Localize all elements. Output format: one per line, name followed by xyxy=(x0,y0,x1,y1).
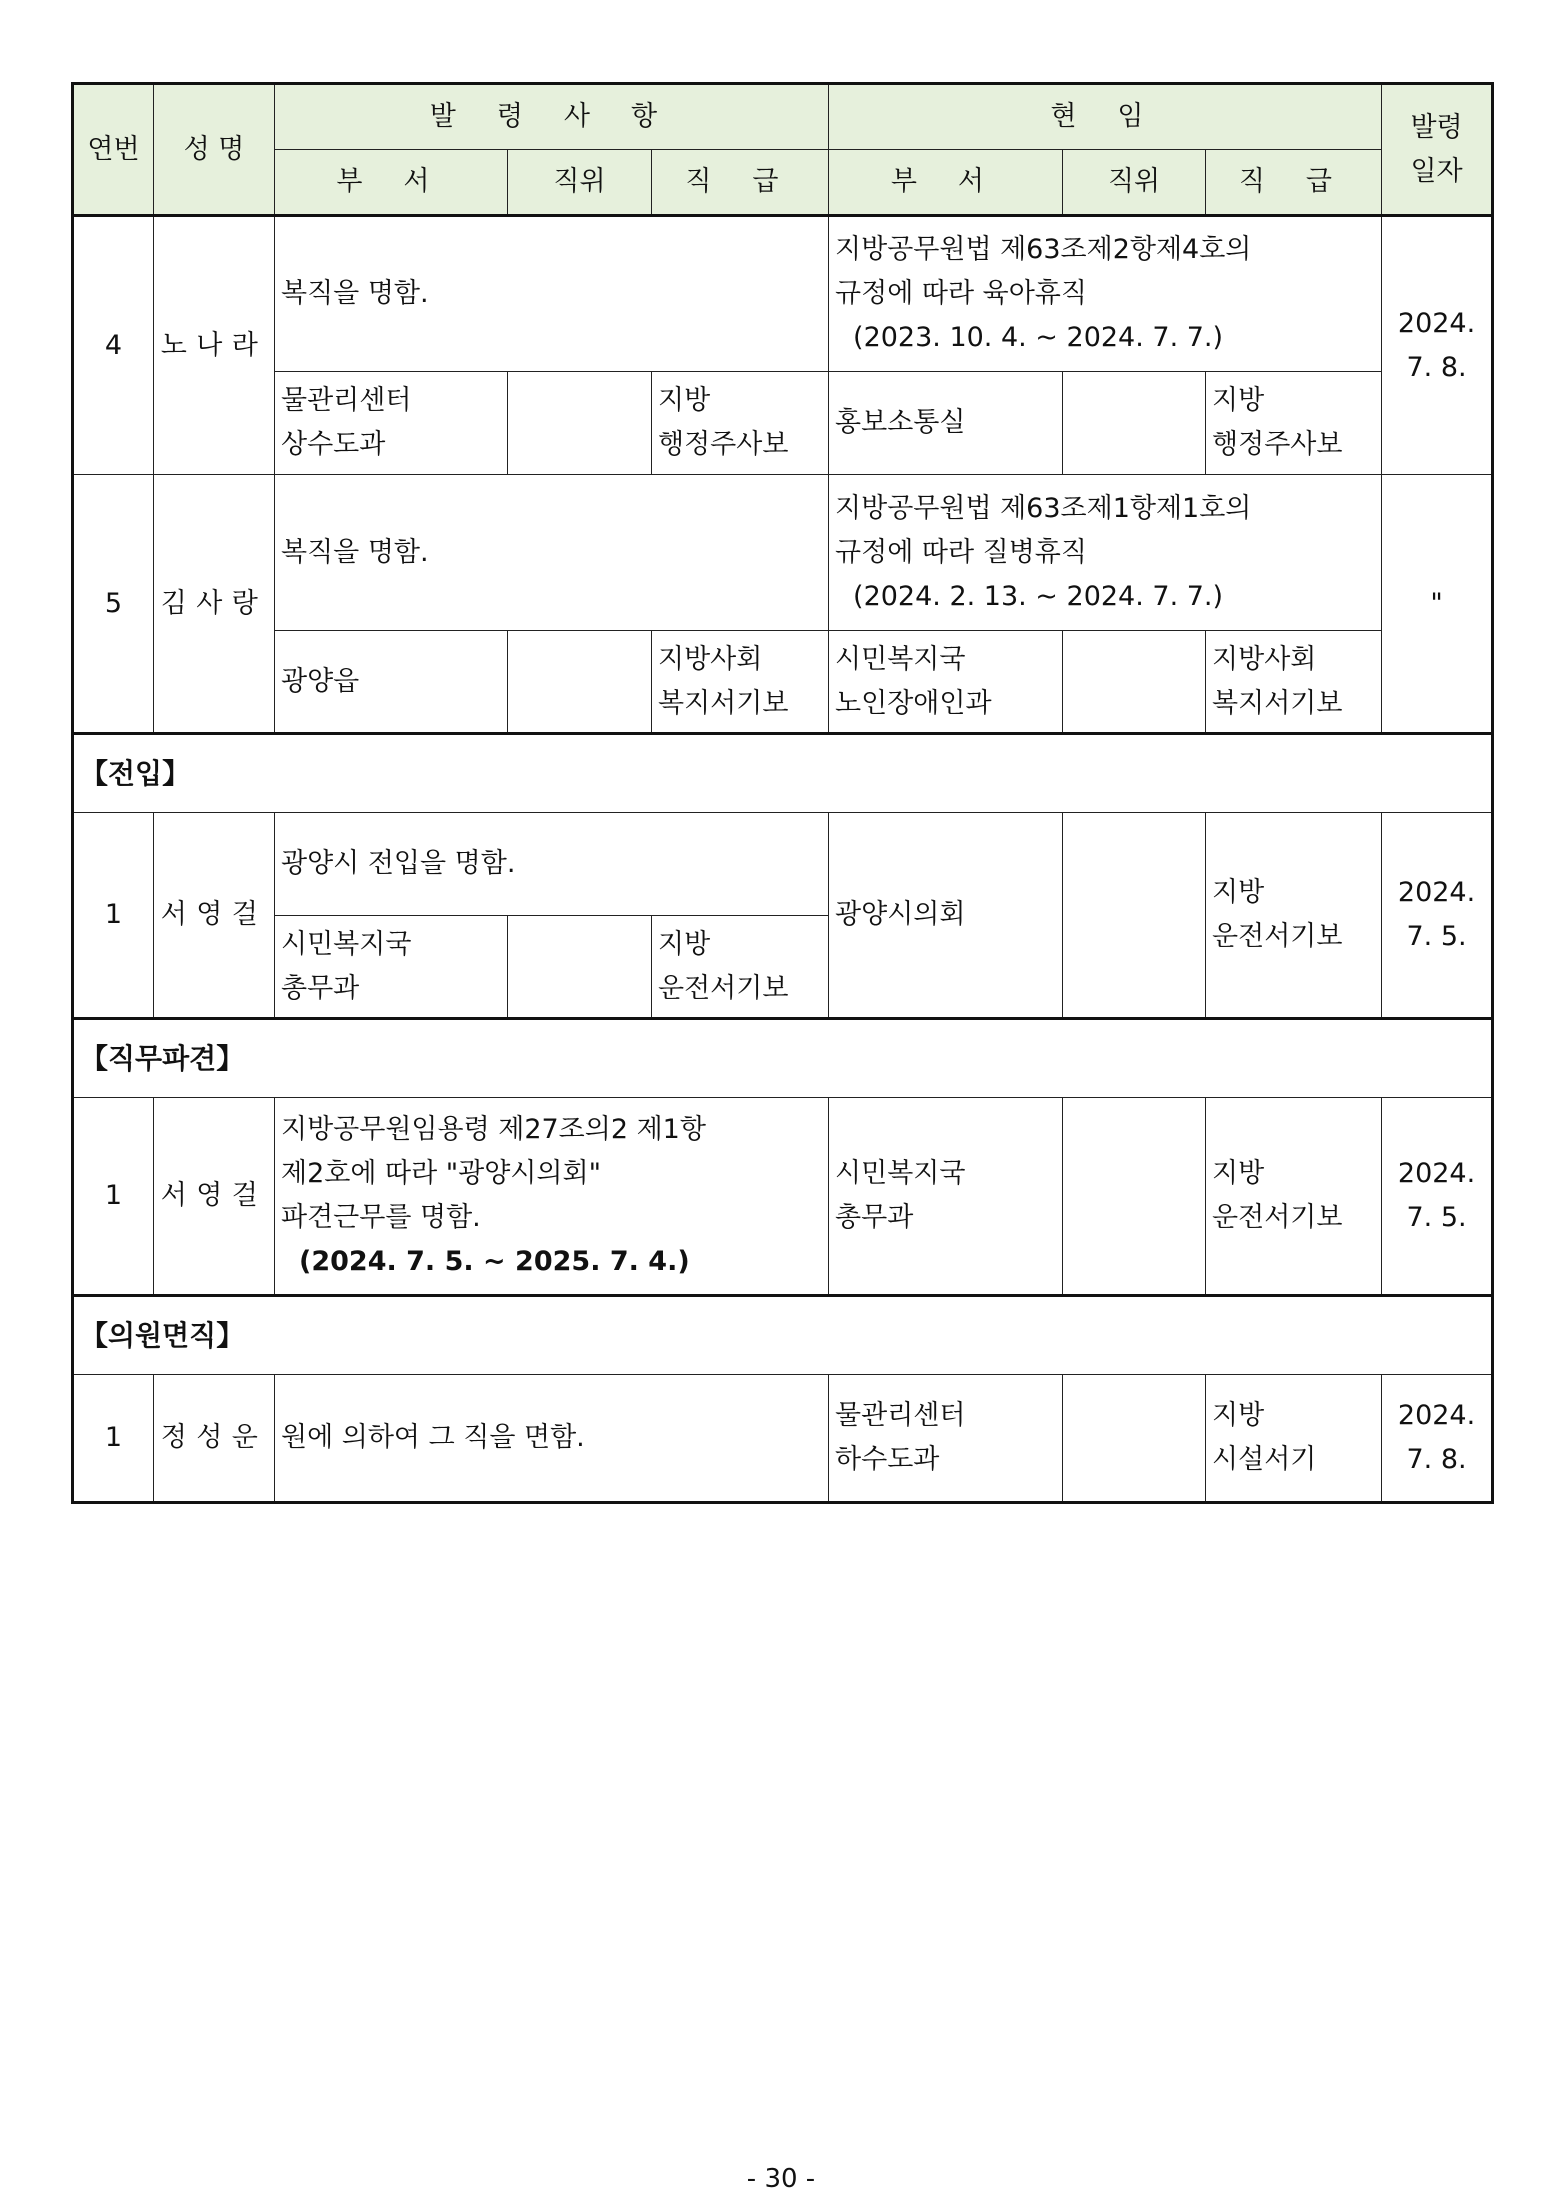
order-dept xyxy=(275,916,508,1019)
order-line: 파견근무를 명함. xyxy=(281,1202,481,1233)
row-seq: 1 xyxy=(73,1375,154,1503)
row-name: 정성운 xyxy=(154,1375,275,1503)
order-line: 제2호에 따라 "광양시의회" xyxy=(281,1158,602,1189)
current-grade xyxy=(1206,631,1382,734)
current-position xyxy=(1063,813,1206,1019)
row-name: 서영걸 xyxy=(154,813,275,1019)
header-order-date: 발령 일자 xyxy=(1382,84,1493,216)
current-position xyxy=(1063,1098,1206,1296)
row-seq: 1 xyxy=(73,1098,154,1296)
order-dept xyxy=(275,631,508,734)
grade-line: 지방 xyxy=(658,928,711,960)
dept-line: 총무과 xyxy=(281,972,360,1004)
row-seq: 5 xyxy=(73,475,154,734)
section-title-dispatch: 【직무파견】 xyxy=(73,1019,1493,1098)
section-title-transfer-in: 【전입】 xyxy=(73,734,1493,813)
header-order-dept: 부 서 xyxy=(275,150,508,216)
current-dept xyxy=(829,1098,1063,1296)
row-order-text: 원에 의하여 그 직을 면함. xyxy=(275,1375,829,1503)
grade-line: 지방 xyxy=(1212,1158,1265,1189)
current-grade xyxy=(1206,372,1382,475)
current-dept xyxy=(829,631,1063,734)
dept-line: 총무과 xyxy=(835,1202,914,1233)
dept-line: 홍보소통실 xyxy=(835,407,966,438)
note-period: (2023. 10. 4. ~ 2024. 7. 7.) xyxy=(853,322,1224,353)
header-current-dept: 부 서 xyxy=(829,150,1063,216)
row-order-text: 복직을 명함. xyxy=(275,475,829,631)
order-position xyxy=(508,916,652,1019)
grade-line: 행정주사보 xyxy=(1212,429,1343,460)
row-date: " xyxy=(1382,475,1493,734)
note-line: 지방공무원법 제63조제1항제1호의 xyxy=(835,492,1252,524)
dept-line: 시민복지국 xyxy=(835,643,966,675)
grade-line: 지방사회 xyxy=(1212,643,1317,675)
current-position xyxy=(1063,372,1206,475)
row-order-text xyxy=(275,1098,829,1296)
grade-line: 지방 xyxy=(1212,1400,1265,1431)
dept-line: 상수도과 xyxy=(281,429,386,460)
grade-line: 운전서기보 xyxy=(1212,921,1343,952)
row-date: 2024. 7. 5. xyxy=(1382,813,1493,1019)
order-position xyxy=(508,631,652,734)
row-name: 김사랑 xyxy=(154,475,275,734)
row-seq: 1 xyxy=(73,813,154,1019)
table-row xyxy=(73,1098,1493,1296)
order-grade xyxy=(652,631,829,734)
order-dept xyxy=(275,372,508,475)
header-order-position: 직위 xyxy=(508,150,652,216)
order-grade xyxy=(652,916,829,1019)
current-grade xyxy=(1206,1375,1382,1503)
dept-line: 광양읍 xyxy=(281,665,360,697)
row-date: 2024. 7. 8. xyxy=(1382,1375,1493,1503)
dept-line: 시민복지국 xyxy=(281,928,412,960)
grade-line: 복지서기보 xyxy=(1212,687,1343,719)
grade-line: 운전서기보 xyxy=(658,972,789,1004)
row-current-note xyxy=(829,216,1382,372)
grade-line: 지방 xyxy=(658,385,711,416)
header-seq: 연번 xyxy=(73,84,154,216)
current-dept xyxy=(829,1375,1063,1503)
page-number: - 30 - xyxy=(746,2164,816,2194)
grade-line: 운전서기보 xyxy=(1212,1202,1343,1233)
table-row xyxy=(73,372,1493,475)
grade-line: 복지서기보 xyxy=(658,687,789,719)
table-row xyxy=(73,475,1493,631)
table-row xyxy=(73,1375,1493,1503)
header-current-grade: 직 급 xyxy=(1206,150,1382,216)
order-period: (2024. 7. 5. ~ 2025. 7. 4.) xyxy=(299,1246,690,1277)
row-date: 2024. 7. 5. xyxy=(1382,1098,1493,1296)
order-line: 지방공무원임용령 제27조의2 제1항 xyxy=(281,1114,706,1145)
table-row xyxy=(73,216,1493,372)
grade-line: 지방 xyxy=(1212,385,1265,416)
table-row xyxy=(73,813,1493,916)
header-order-grade: 직 급 xyxy=(652,150,829,216)
grade-line: 지방 xyxy=(1212,877,1265,908)
current-dept xyxy=(829,372,1063,475)
current-grade xyxy=(1206,1098,1382,1296)
dept-line: 하수도과 xyxy=(835,1444,940,1475)
row-order-text: 광양시 전입을 명함. xyxy=(275,813,829,916)
section-title-dismissal: 【의원면직】 xyxy=(73,1296,1493,1375)
note-line: 지방공무원법 제63조제2항제4호의 xyxy=(835,234,1252,265)
current-dept xyxy=(829,813,1063,1019)
table-row xyxy=(73,631,1493,734)
row-order-text: 복직을 명함. xyxy=(275,216,829,372)
dept-line: 광양시의회 xyxy=(835,899,966,930)
dept-line: 물관리센터 xyxy=(281,385,412,416)
row-current-note xyxy=(829,475,1382,631)
note-line: 규정에 따라 질병휴직 xyxy=(835,536,1087,568)
dept-line: 물관리센터 xyxy=(835,1400,966,1431)
order-grade xyxy=(652,372,829,475)
grade-line: 시설서기 xyxy=(1212,1444,1317,1475)
row-name: 노나라 xyxy=(154,216,275,475)
note-period: (2024. 2. 13. ~ 2024. 7. 7.) xyxy=(853,580,1224,612)
note-line: 규정에 따라 육아휴직 xyxy=(835,278,1087,309)
dept-line: 시민복지국 xyxy=(835,1158,966,1189)
current-position xyxy=(1063,1375,1206,1503)
header-name: 성 명 xyxy=(154,84,275,216)
row-name: 서영걸 xyxy=(154,1098,275,1296)
header-current-position: 직위 xyxy=(1063,150,1206,216)
current-grade xyxy=(1206,813,1382,1019)
row-seq: 4 xyxy=(73,216,154,475)
dept-line: 노인장애인과 xyxy=(835,687,992,719)
current-position xyxy=(1063,631,1206,734)
header-order-group: 발 령 사 항 xyxy=(275,84,829,150)
grade-line: 지방사회 xyxy=(658,643,763,675)
row-date: 2024. 7. 8. xyxy=(1382,216,1493,475)
header-current-group: 현 임 xyxy=(829,84,1382,150)
personnel-order-table xyxy=(71,82,1494,1504)
grade-line: 행정주사보 xyxy=(658,429,789,460)
order-position xyxy=(508,372,652,475)
